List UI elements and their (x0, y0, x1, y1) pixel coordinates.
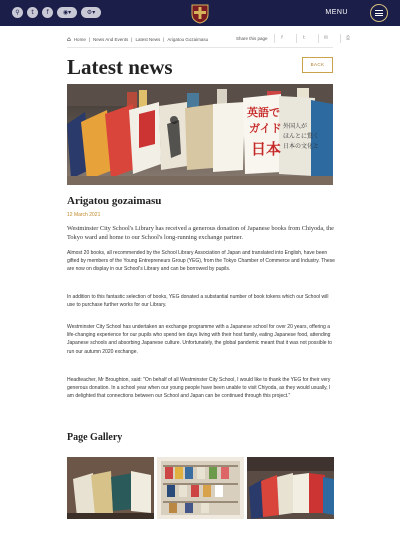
home-icon[interactable]: ⌂ (67, 36, 71, 43)
twitter-icon[interactable]: t (27, 7, 38, 18)
gallery-title: Page Gallery (67, 432, 123, 443)
article-paragraph-2: In addition to this fantastic selection of books, YEG donated a substantial number of book tokens which our School will use to purchase further works for our Library. (67, 294, 329, 309)
breadcrumb-item-home[interactable]: Home (73, 37, 86, 42)
share-label: Share this page (236, 36, 268, 41)
book-text-c: 日本 (251, 140, 282, 158)
menu-button[interactable] (370, 4, 388, 22)
search-icon[interactable]: ⚲ (12, 7, 23, 18)
hamburger-icon (375, 10, 383, 16)
divider (67, 47, 333, 48)
breadcrumb (67, 36, 208, 43)
breadcrumb-item-latest-news[interactable]: Latest News (135, 37, 161, 42)
article-date: 12 March 2021 (67, 212, 101, 218)
article-paragraph-4: Headteacher, Mr Broughton, said: "On behalf of all Westminster City School, I would like to thank the YEG for their very generous donation. In a school year when our young people have been unable to visit Chiyoda, as they would usually, I am delighted that connections between our School and Japan can be continued through this project." (67, 377, 331, 400)
breadcrumb-separator: | (131, 37, 133, 42)
gallery-thumbnail-3[interactable] (247, 457, 334, 519)
settings-icon: ⚙ (86, 9, 93, 16)
page-title: Latest news (67, 55, 173, 79)
article-paragraph-1: Almost 20 books, all recommended by the School Library Association of Japan and translated into English, have been gifted by members of the Young Entrepreneurs Group (YEG), from the Tokyo Chamber of Commerce and Industry. These are now on display in our School's Library and can be borrowed by pupils. (67, 250, 335, 273)
book-text-b: ガイド (249, 122, 282, 135)
print-share-icon[interactable]: ⎙ (340, 34, 356, 43)
header-icon-group (12, 7, 101, 18)
gallery-thumbnail-2[interactable] (157, 457, 244, 519)
facebook-icon[interactable]: f (42, 7, 53, 18)
settings-selector[interactable]: ⚙▾ (81, 7, 101, 18)
menu-label[interactable]: MENU (325, 9, 348, 16)
article-lead: Westminster City School's Library has received a generous donation of Japanese books from Chiyoda, the Tokyo ward and home to our School's long-running exchange partner. (67, 225, 334, 241)
article-title: Arigatou gozaimasu (67, 195, 162, 207)
book-text-f: 日本の文化と (283, 143, 320, 150)
back-button[interactable]: BACK (302, 57, 333, 73)
breadcrumb-separator: | (163, 37, 165, 42)
language-selector[interactable]: ◉▾ (57, 7, 77, 18)
globe-icon: ◉ (62, 9, 69, 16)
email-share-icon[interactable]: ✉ (318, 34, 334, 43)
school-crest-logo[interactable] (189, 2, 211, 24)
gallery-thumbnail-1[interactable] (67, 457, 154, 519)
book-text-a: 英語で (247, 106, 280, 119)
book-text-e: ほんとに驚く (283, 133, 320, 140)
breadcrumb-separator: | (88, 37, 90, 42)
share-bar (236, 34, 356, 43)
twitter-share-icon[interactable]: t (296, 34, 312, 43)
book-text-d: 外国人が (283, 123, 308, 130)
article-paragraph-3: Westminster City School has undertaken an exchange programme with a Japanese school for over 20 years, offering a life-changing experience for our pupils who spend ten days living with their host family, eating Japanese food, attending Japanese schools and absorbing Japanese culture. Unfortunately, the global pandemic meant that it was not possible to run our autumn 2020 exchange. (67, 324, 333, 355)
facebook-share-icon[interactable]: f (274, 34, 290, 43)
breadcrumb-item-current: Arigatou Gozaimasu (167, 37, 209, 42)
top-nav-bar (0, 0, 400, 26)
hero-image-books (67, 84, 333, 185)
breadcrumb-item-news-events[interactable]: News And Events (93, 37, 129, 42)
